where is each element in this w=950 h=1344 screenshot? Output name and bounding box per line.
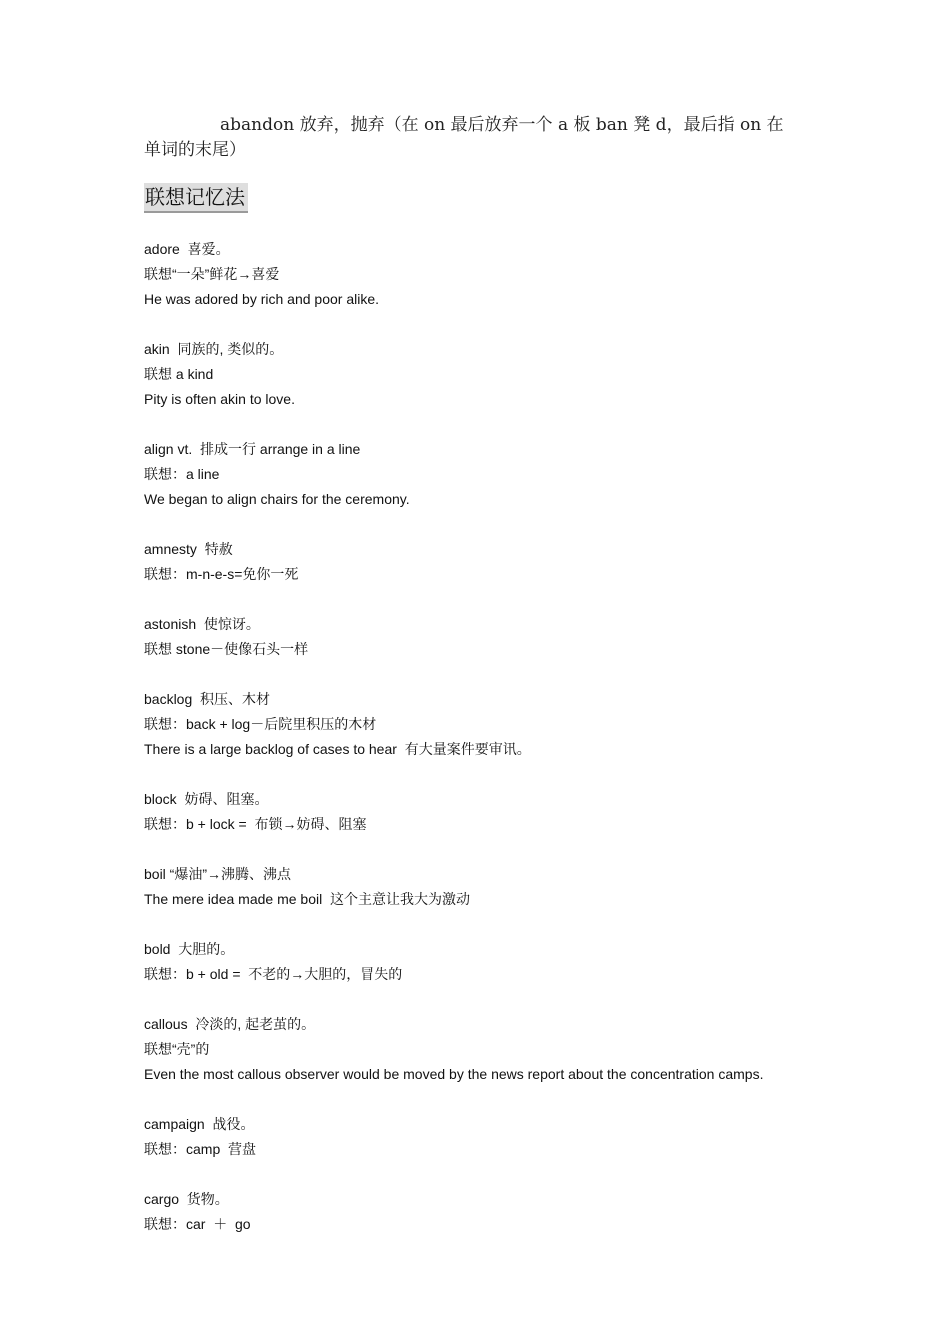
intro-paragraph — [144, 113, 814, 163]
vocab-entry — [144, 612, 844, 662]
vocab-entry — [144, 1112, 844, 1162]
vocab-line: 联想：b + old = 不老的→大胆的，冒失的 — [144, 966, 403, 982]
vocab-line: Even the most callous observer would be moved by the news report about the concentration camps. — [144, 1066, 764, 1082]
vocab-line: 联想：m-n-e-s=免你一死 — [144, 566, 299, 582]
vocab-entry — [144, 337, 844, 412]
vocab-line: 联想 a kind — [144, 366, 214, 382]
vocab-line: 联想：back + log－后院里积压的木材 — [144, 716, 377, 732]
vocab-line: Pity is often akin to love. — [144, 391, 295, 407]
vocab-entry — [144, 787, 844, 837]
vocab-line: 联想“一朵”鲜花→喜爱 — [144, 266, 280, 282]
vocab-headword: astonish 使惊讶。 — [144, 616, 260, 632]
vocab-entry — [144, 1187, 844, 1237]
vocab-headword: adore 喜爱。 — [144, 241, 230, 257]
vocab-entry — [144, 862, 844, 912]
vocab-line: 联想“壳”的 — [144, 1041, 210, 1057]
section-heading: 联想记忆法 — [144, 183, 248, 213]
vocab-line: 联想 stone－使像石头一样 — [144, 641, 309, 657]
vocab-headword: bold 大胆的。 — [144, 941, 235, 957]
vocab-line: 联想：car ＋ go — [144, 1216, 251, 1232]
vocab-headword: block 妨碍、阻塞。 — [144, 791, 269, 807]
vocab-entry — [144, 1012, 844, 1087]
vocab-line: The mere idea made me boil 这个主意让我大为激动 — [144, 891, 470, 907]
vocab-headword: amnesty 特赦 — [144, 541, 233, 557]
vocab-line: There is a large backlog of cases to hear 有大量案件要审讯。 — [144, 741, 531, 757]
intro-line-2: 单词的末尾） — [144, 140, 246, 160]
vocab-line: 联想：b + lock = 布锁→妨碍、阻塞 — [144, 816, 367, 832]
vocab-line: 联想：a line — [144, 466, 220, 482]
vocab-headword: align vt. 排成一行 arrange in a line — [144, 441, 361, 457]
vocab-headword: callous 冷淡的, 起老茧的。 — [144, 1016, 316, 1032]
vocab-entry — [144, 937, 844, 987]
vocab-headword: akin 同族的, 类似的。 — [144, 341, 284, 357]
vocab-entry — [144, 537, 844, 587]
vocab-entry — [144, 237, 844, 312]
vocab-line: He was adored by rich and poor alike. — [144, 291, 380, 307]
vocab-line: 联想：camp 营盘 — [144, 1141, 257, 1157]
vocab-headword: backlog 积压、木材 — [144, 691, 271, 707]
intro-line-1: abandon 放弃，抛弃（在 on 最后放弃一个 a 板 ban 凳 d，最后指 on 在 — [220, 115, 784, 135]
vocab-line: We began to align chairs for the ceremony. — [144, 491, 410, 507]
vocab-headword: campaign 战役。 — [144, 1116, 255, 1132]
vocab-entry — [144, 687, 844, 762]
vocab-headword: boil “爆油”→沸腾、沸点 — [144, 866, 292, 882]
vocab-headword: cargo 货物。 — [144, 1191, 229, 1207]
vocabulary-list — [144, 237, 844, 1262]
vocab-entry — [144, 437, 844, 512]
